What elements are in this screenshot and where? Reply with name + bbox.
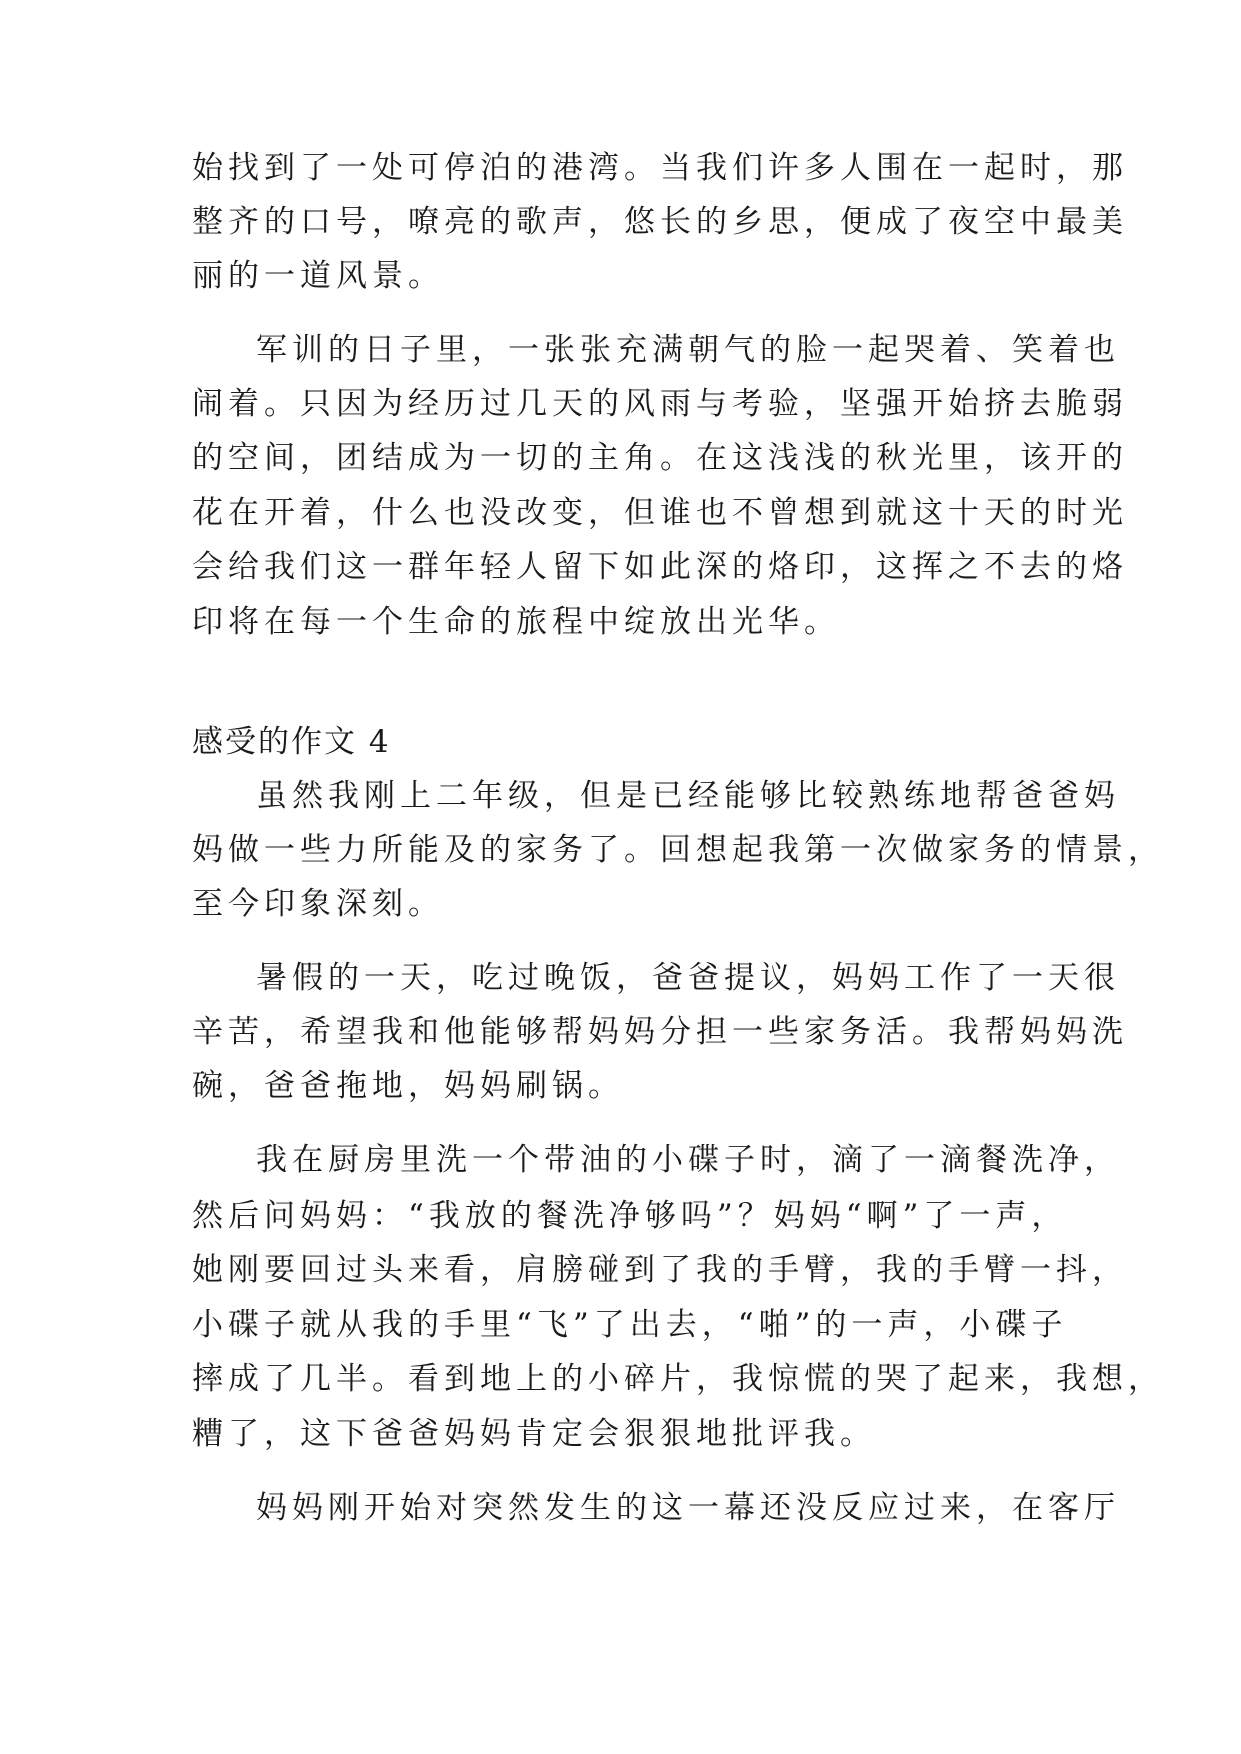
paragraph-5-line: 然后问妈妈：“我放的餐洗净够吗”？妈妈“啊”了一声，: [192, 1198, 1068, 1234]
paragraph-4-line: 暑假的一天，吃过晚饭，爸爸提议，妈妈工作了一天很: [256, 960, 1120, 996]
paragraph-1-line: 丽的一道风景。: [192, 258, 444, 294]
paragraph-6-line: 妈妈刚开始对突然发生的这一幕还没反应过来，在客厅: [256, 1490, 1120, 1526]
paragraph-4-line: 碗，爸爸拖地，妈妈刷锅。: [192, 1068, 624, 1104]
paragraph-5-line: 小碟子就从我的手里“飞”了出去，“啪”的一声，小碟子: [192, 1307, 1068, 1343]
paragraph-1-line: 整齐的口号，嘹亮的歌声，悠长的乡思，便成了夜空中最美: [192, 204, 1128, 240]
paragraph-2-line: 印将在每一个生命的旅程中绽放出光华。: [192, 604, 840, 640]
paragraph-2-line: 的空间，团结成为一切的主角。在这浅浅的秋光里，该开的: [192, 440, 1128, 476]
paragraph-4-line: 辛苦，希望我和他能够帮妈妈分担一些家务活。我帮妈妈洗: [192, 1014, 1128, 1050]
paragraph-5-line: 我在厨房里洗一个带油的小碟子时，滴了一滴餐洗净，: [256, 1142, 1120, 1178]
paragraph-3-line: 至今印象深刻。: [192, 886, 444, 922]
paragraph-5-line: 糟了，这下爸爸妈妈肯定会狠狠地批评我。: [192, 1416, 876, 1452]
paragraph-2-line: 闹着。只因为经历过几天的风雨与考验，坚强开始挤去脆弱: [192, 386, 1128, 422]
paragraph-5-line: 她刚要回过头来看，肩膀碰到了我的手臂，我的手臂一抖，: [192, 1252, 1128, 1288]
paragraph-2-line: 会给我们这一群年轻人留下如此深的烙印，这挥之不去的烙: [192, 549, 1128, 585]
paragraph-5-line: 摔成了几半。看到地上的小碎片，我惊慌的哭了起来，我想，: [192, 1361, 1164, 1397]
paragraph-1-line: 始找到了一处可停泊的港湾。当我们许多人围在一起时，那: [192, 150, 1128, 186]
paragraph-2-line: 花在开着，什么也没改变，但谁也不曾想到就这十天的时光: [192, 495, 1128, 531]
section-title: 感受的作文 4: [192, 724, 391, 760]
paragraph-2-line: 军训的日子里，一张张充满朝气的脸一起哭着、笑着也: [256, 332, 1120, 368]
paragraph-3-line: 虽然我刚上二年级，但是已经能够比较熟练地帮爸爸妈: [256, 778, 1120, 814]
paragraph-3-line: 妈做一些力所能及的家务了。回想起我第一次做家务的情景，: [192, 832, 1164, 868]
